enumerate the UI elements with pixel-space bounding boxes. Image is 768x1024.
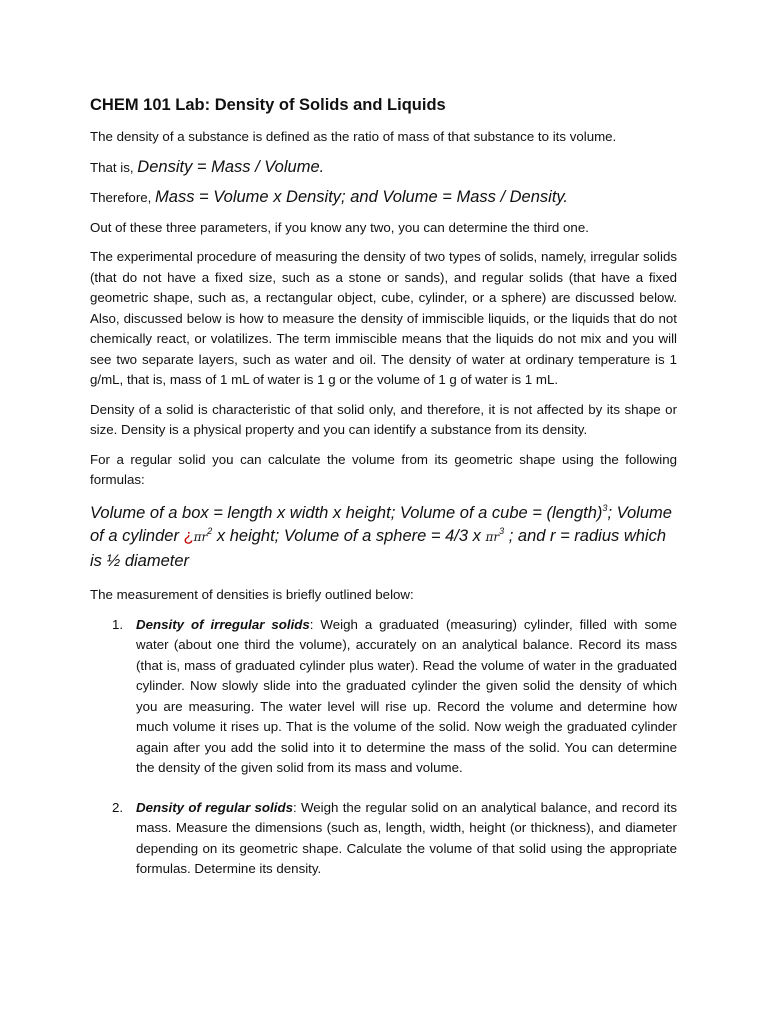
paragraph-definition: The density of a substance is defined as the ratio of mass of that substance to its volume. (90, 129, 617, 144)
exponent: 3 (499, 526, 505, 536)
paragraph-parameters: Out of these three parameters, if you know any two, you can determine the third one. (90, 219, 589, 235)
unknown-character: ¿ (183, 527, 194, 545)
radius-symbol: r (201, 530, 208, 544)
paragraph-procedure: The experimental procedure of measuring the density of two types of solids, namely, irregular solids (that do not have a fixed size, such as a stone or sands), and regular solids (that have a fixed geometric shape, such as, a rectangular object, cube, cylinder, or a sphere) are discussed below. Also, discussed below is how to measure the density of immiscible liquids, or the liquids that do not chemically react, or volatilizes. The term immiscible means that the liquids do not mix and you will see two separate layers, such as water and oil. The density of water at ordinary temperature is 1 g/mL, that is, mass of 1 mL of water is 1 g or the volume of 1 g of water is 1 mL. (90, 249, 677, 387)
paragraph-regular-solid: For a regular solid you can calculate the volume from its geometric shape using the following formulas: (90, 451, 677, 487)
list-text: : Weigh a graduated (measuring) cylinder, filled with some water (about one third the volume), accurately on an analytical balance. Record its mass (that is, mass of graduated cylinder plus water). Read the volume of water in the graduated cylinder. Now slowly slide into the graduated cylinder the given solid the density of which you are measuring. The water level will rise up. Record the volume and determine how much volume it rises up. That is the volume of the solid. Now weigh the graduated cylinder again after you add the solid into it to determine the mass of the solid. You can determine the density of the given solid from its mass and volume. (136, 616, 677, 775)
paragraph-mass-volume-formula (90, 187, 677, 209)
exponent: 3 (602, 502, 608, 513)
formula-text: ; and r = radius which is ½ diameter (90, 527, 667, 570)
list-number: 1. (112, 616, 124, 632)
formula-prefix: Therefore, (90, 190, 156, 205)
list-item (90, 798, 677, 880)
volume-formulas (90, 502, 677, 574)
radius-symbol: r (493, 530, 500, 544)
mass-volume-formula: Mass = Volume x Density; and Volume = Mass / Density. (155, 188, 569, 206)
list-term: Density of regular solids (136, 799, 293, 815)
document-title: CHEM 101 Lab: Density of Solids and Liquids (90, 96, 446, 114)
formula-text: Volume of a box = length x width x height; Volume of a cube = (length) (90, 503, 603, 522)
paragraph-characteristic: Density of a solid is characteristic of that solid only, and therefore, it is not affected by its shape or size. Density is a physical property and you can identify a substance from its density. (90, 401, 677, 437)
pi-symbol: π (193, 530, 202, 544)
procedure-list (90, 615, 677, 880)
list-text: : Weigh the regular solid on an analytical balance, and record its mass. Measure the dimensions (such as, length, width, height (or thickness), and diameter depending on its geometric shape. Calculate the volume of that solid using the appropriate formulas. Determine its density. (136, 799, 677, 876)
formula-prefix: That is, (90, 159, 138, 175)
exponent: 2 (207, 526, 213, 536)
list-item (90, 615, 677, 779)
paragraph-density-formula (90, 157, 677, 179)
formula-text: x height; Volume of a sphere = 4/3 x (212, 527, 486, 545)
formula-text: ; Volume of a cylinder (90, 503, 672, 545)
list-number: 2. (112, 799, 124, 815)
list-term: Density of irregular solids (136, 616, 310, 632)
pi-symbol: π (485, 530, 494, 544)
document-body (90, 95, 677, 899)
density-formula: Density = Mass / Volume. (137, 157, 325, 176)
paragraph-outline-intro: The measurement of densities is briefly outlined below: (90, 587, 414, 602)
